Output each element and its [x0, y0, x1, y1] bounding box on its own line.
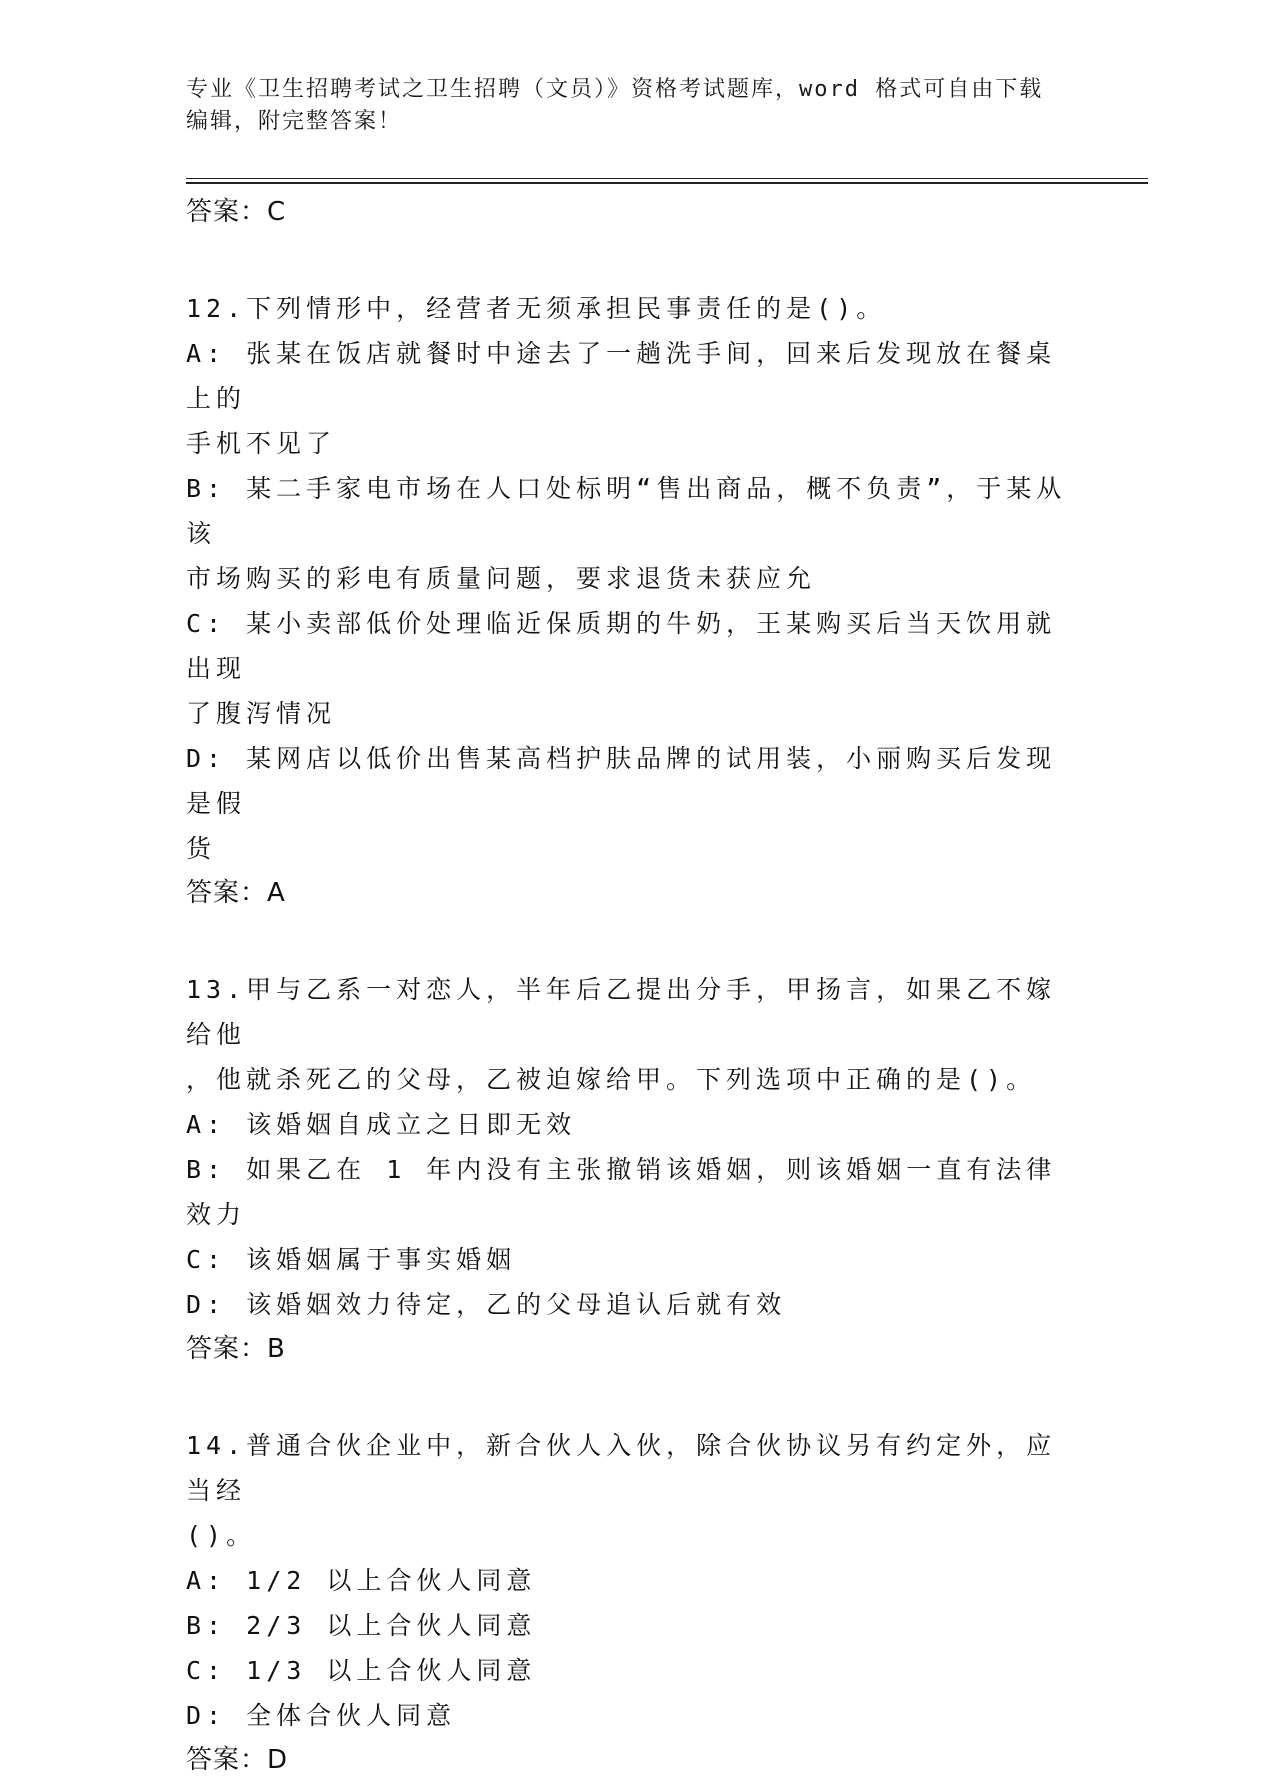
option-a: A: 1/2 以上合伙人同意	[186, 1566, 537, 1595]
question-text: 12.下列情形中，经营者无须承担民事责任的是()。	[186, 294, 887, 323]
option-c-cont: 了腹泻情况	[186, 699, 337, 728]
option-b: B: 如果乙在 1 年内没有主张撤销该婚姻，则该婚姻一直有法律效力	[186, 1155, 1057, 1229]
option-d: D: 该婚姻效力待定，乙的父母追认后就有效	[186, 1290, 787, 1319]
option-c: C: 1/3 以上合伙人同意	[186, 1656, 537, 1685]
question-13	[186, 967, 1076, 1371]
answer-line: 答案：B	[186, 1334, 286, 1364]
option-b: B: 2/3 以上合伙人同意	[186, 1611, 537, 1640]
option-d: D: 某网店以低价出售某高档护肤品牌的试用装，小丽购买后发现是假	[186, 744, 1057, 818]
answer-line: 答案：D	[186, 1745, 289, 1775]
option-a: A: 张某在饭店就餐时中途去了一趟洗手间，回来后发现放在餐桌上的	[186, 339, 1057, 413]
option-c: C: 某小卖部低价处理临近保质期的牛奶，王某购买后当天饮用就出现	[186, 609, 1057, 683]
question-text: 14.普通合伙企业中，新合伙人入伙，除合伙协议另有约定外，应当经	[186, 1431, 1057, 1505]
question-list	[186, 186, 1076, 1782]
answer-line: 答案：A	[186, 878, 286, 908]
document-header	[186, 74, 1086, 138]
option-c: C: 该婚姻属于事实婚姻	[186, 1245, 517, 1274]
answer-line: 答案：C	[186, 197, 287, 227]
option-d: D: 全体合伙人同意	[186, 1701, 457, 1730]
question-text-cont: ()。	[186, 1521, 257, 1550]
option-b: B: 某二手家电市场在人口处标明“售出商品，概不负责”，于某从该	[186, 474, 1067, 548]
question-12	[186, 286, 1076, 915]
option-a-cont: 手机不见了	[186, 429, 337, 458]
header-divider	[186, 178, 1148, 184]
question-text: 13.甲与乙系一对恋人，半年后乙提出分手，甲扬言，如果乙不嫁给他	[186, 975, 1057, 1049]
option-d-cont: 货	[186, 834, 217, 863]
header-line-1: 专业《卫生招聘考试之卫生招聘（文员）》资格考试题库，word 格式可自由下载	[186, 77, 1044, 102]
question-text-cont: ，他就杀死乙的父母，乙被迫嫁给甲。下列选项中正确的是()。	[186, 1065, 1037, 1094]
option-b-cont: 市场购买的彩电有质量问题，要求退货未获应允	[186, 564, 817, 593]
question-14	[186, 1423, 1076, 1782]
header-line-2: 编辑，附完整答案！	[186, 109, 403, 134]
option-a: A: 该婚姻自成立之日即无效	[186, 1110, 577, 1139]
